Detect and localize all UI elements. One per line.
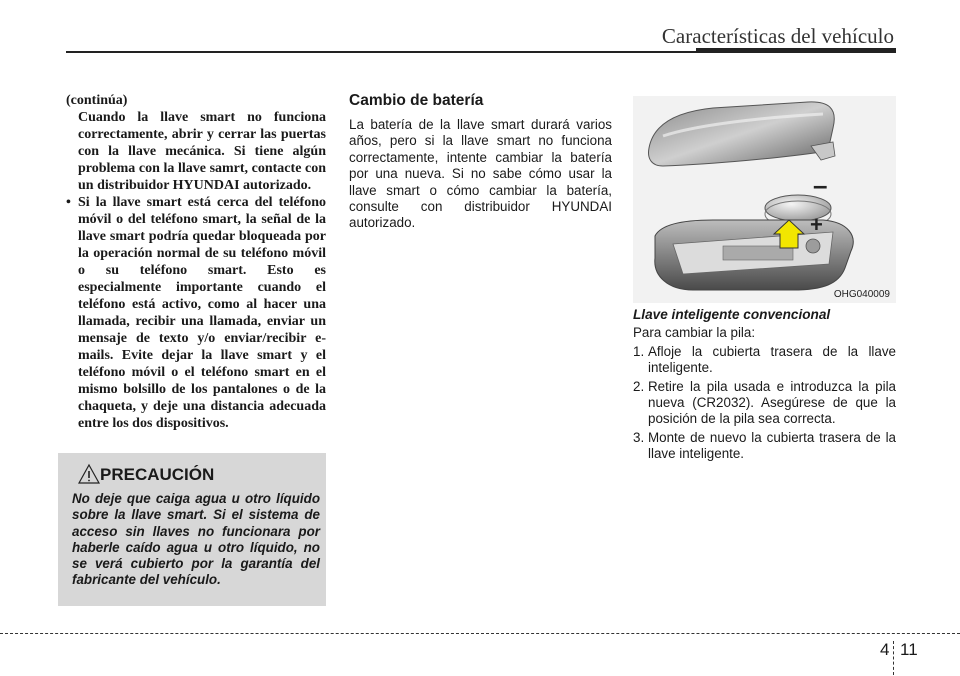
middle-column — [349, 92, 612, 232]
step-number: 3. — [633, 429, 645, 445]
step-text: Retire la pila usada e introduzca la pila nueva (CR2032). Asegúrese de que la posición de la pila sea correcta. — [648, 378, 896, 427]
phone-interference-text: Si la llave smart está cerca del teléfono móvil o del teléfono smart, la señal de la llave smart podría quedar bloqueada por la operación normal de su teléfono móvil o su teléfono smart. Esto es especialmente importante cuando el teléfono está activo, como al hacer una llamada, recibir una llamada, enviar un mensaje de texto y/o enviar/recibir e-mails. Evite dejar la llave smart y el teléfono móvil o el teléfono smart en el mismo bolsillo de los pantalones o de la chaqueta, y deje una distancia adecuada entre los dos dispositivos. — [78, 195, 326, 431]
warning-triangle-icon — [78, 463, 100, 485]
bullet-dot: • — [66, 195, 71, 210]
step-text: Afloje la cubierta trasera de la llave inteligente. — [648, 343, 896, 376]
step-item — [633, 344, 896, 377]
caution-body: No deje que caiga agua u otro líquido sobre la llave smart. Si el sistema de acceso sin llaves no funcionara por haberle caído agua u otro líquido, no se verá cubierto por la garantía del fabricante del vehículo. — [72, 491, 320, 588]
section-heading: Cambio de batería — [349, 92, 484, 109]
page-header-title: Características del vehículo — [661, 24, 894, 48]
caution-box — [58, 453, 326, 606]
subheading: Llave inteligente convencional — [633, 307, 831, 322]
step-item — [633, 379, 896, 428]
left-column — [66, 92, 326, 432]
page-number-separator — [893, 641, 894, 675]
smart-key-open-drawing — [633, 96, 896, 303]
steps-intro: Para cambiar la pila: — [633, 325, 756, 341]
back-cover-shape — [649, 102, 835, 166]
figure-code: OHG040009 — [833, 289, 890, 300]
header-rule-accent — [696, 48, 896, 53]
step-item — [633, 430, 896, 463]
continued-label: (continúa) — [66, 93, 128, 108]
smart-key-malfunction-paragraph: Cuando la llave smart no funciona correctamente, abrir y cerrar las puertas con la llave mecánica. Si tiene algún problema con la llave samrt, contacte con un distribuidor HYUNDAI autorizado. — [78, 110, 326, 193]
caution-title: PRECAUCIÓN — [100, 465, 215, 484]
bullet-item — [66, 194, 326, 432]
chapter-number: 4 — [880, 640, 890, 659]
right-column — [633, 307, 896, 465]
footer-rule — [0, 633, 960, 634]
page-number: 11 — [900, 640, 918, 659]
step-text: Monte de nuevo la cubierta trasera de la llave inteligente. — [648, 429, 896, 462]
step-number: 1. — [633, 343, 645, 359]
step-number: 2. — [633, 378, 645, 394]
battery-change-text: La batería de la llave smart durará varios años, pero si la llave smart no funciona correctamente, intente cambiar la batería por una nueva. Si no sabe cómo usar la llave smart o cómo cambiar la batería, consulte con distribuidor HYUNDAI autorizado. — [349, 117, 612, 231]
battery-replacement-illustration — [633, 96, 896, 303]
plus-sign-label: + — [810, 212, 823, 237]
minus-sign-label: – — [813, 170, 828, 200]
steps-list — [633, 344, 896, 463]
